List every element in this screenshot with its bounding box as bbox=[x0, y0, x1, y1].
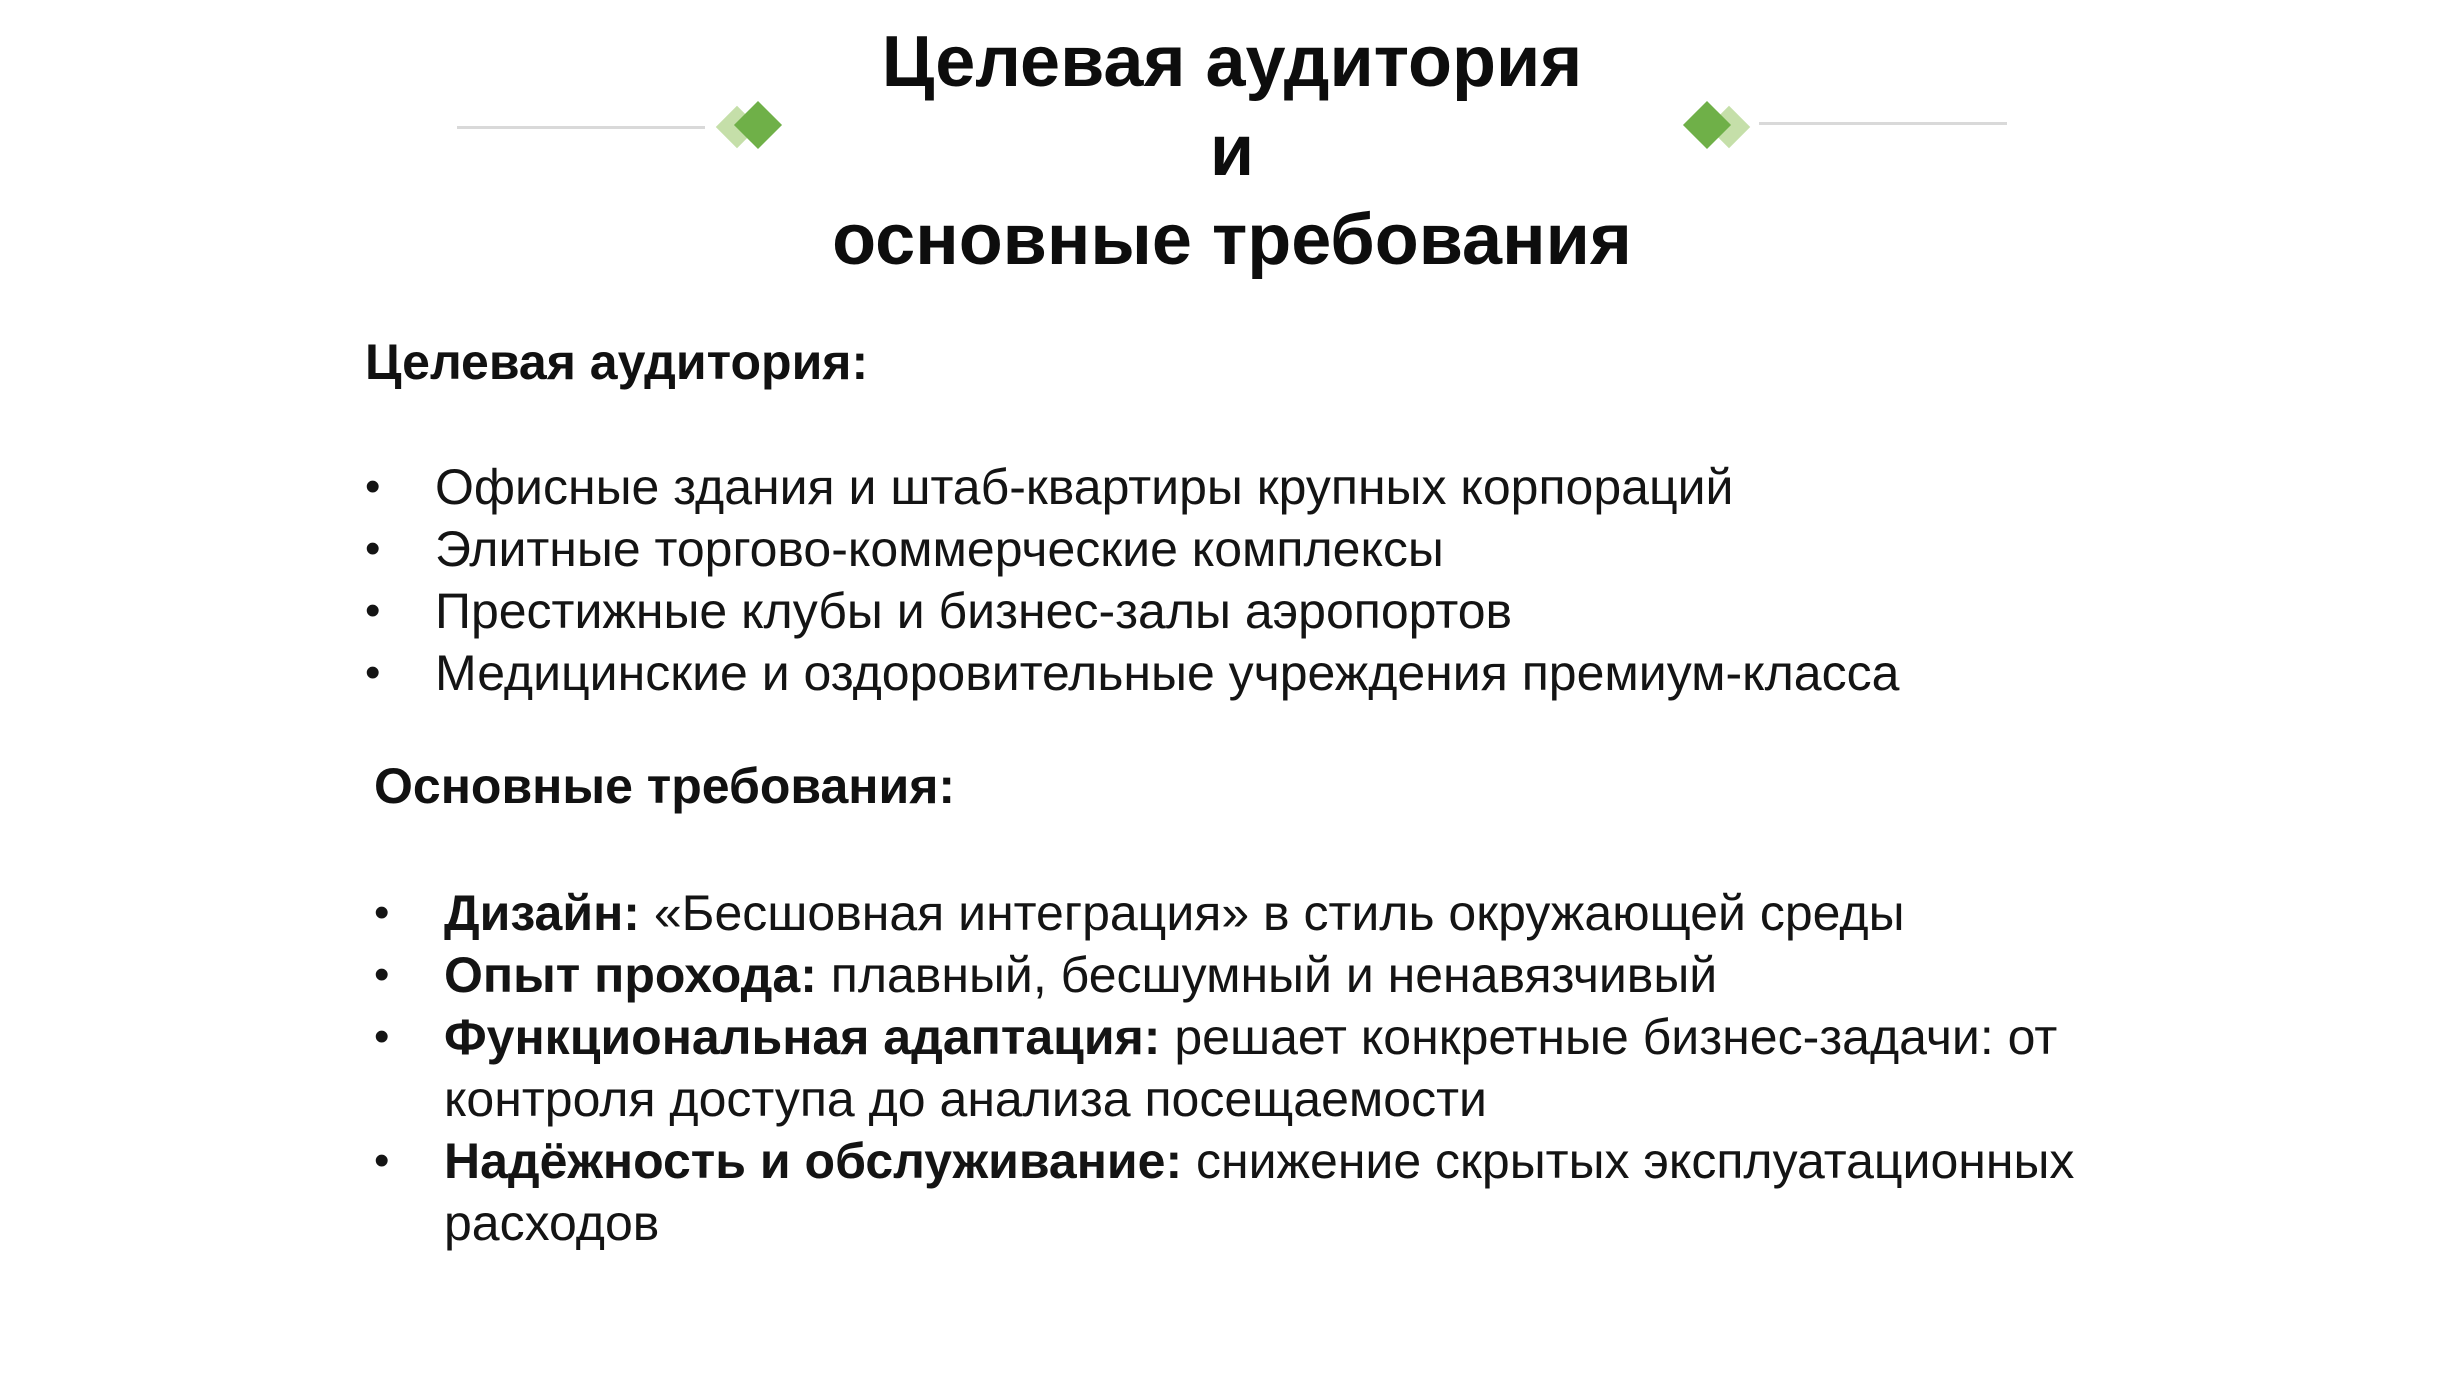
green-diamonds-icon bbox=[1680, 102, 1750, 152]
green-diamonds-icon bbox=[716, 102, 786, 152]
title-rule-left bbox=[457, 126, 705, 129]
list-item bbox=[374, 882, 2254, 944]
audience-item-text: Медицинские и оздоровительные учреждения премиум-класса bbox=[435, 645, 1900, 701]
requirement-label: Опыт прохода: bbox=[444, 947, 817, 1003]
requirements-heading: Основные требования: bbox=[374, 758, 956, 814]
audience-item-text: Элитные торгово-коммерческие комплексы bbox=[435, 521, 1444, 577]
list-item bbox=[365, 456, 2165, 518]
list-item bbox=[365, 642, 2165, 704]
list-item bbox=[374, 944, 2254, 1006]
title-line-1: Целевая аудитория bbox=[881, 22, 1583, 102]
page-title bbox=[632, 18, 1832, 285]
audience-item-text: Офисные здания и штаб-квартиры крупных корпораций bbox=[435, 459, 1734, 515]
bullet-icon: • bbox=[365, 524, 381, 573]
list-item bbox=[365, 580, 2165, 642]
bullet-icon: • bbox=[365, 462, 381, 511]
title-line-2: и bbox=[1209, 111, 1255, 191]
list-item bbox=[365, 518, 2165, 580]
bullet-icon: • bbox=[374, 950, 390, 999]
requirement-label: Функциональная адаптация: bbox=[444, 1009, 1161, 1065]
audience-item-text: Престижные клубы и бизнес-залы аэропортов bbox=[435, 583, 1513, 639]
audience-list bbox=[365, 456, 2165, 704]
bullet-icon: • bbox=[365, 648, 381, 697]
bullet-icon: • bbox=[374, 1012, 390, 1061]
bullet-icon: • bbox=[374, 1136, 390, 1185]
requirement-label: Дизайн: bbox=[444, 885, 640, 941]
audience-heading: Целевая аудитория: bbox=[365, 334, 869, 390]
requirement-label: Надёжность и обслуживание: bbox=[444, 1133, 1183, 1189]
list-item bbox=[374, 1006, 2254, 1130]
list-item bbox=[374, 1130, 2254, 1254]
requirements-list bbox=[374, 882, 2254, 1254]
requirement-text: «Бесшовная интеграция» в стиль окружающей среды bbox=[639, 885, 1905, 941]
title-line-3: основные требования bbox=[832, 200, 1632, 280]
requirement-text: решает конкретные бизнес-задачи: от контроля доступа до анализа посещаемости bbox=[444, 1009, 2058, 1127]
bullet-icon: • bbox=[365, 586, 381, 635]
requirement-text: снижение скрытых эксплуатационных расходов bbox=[444, 1133, 2075, 1251]
requirement-text: плавный, бесшумный и ненавязчивый bbox=[816, 947, 1718, 1003]
title-rule-right bbox=[1759, 122, 2007, 125]
bullet-icon: • bbox=[374, 888, 390, 937]
